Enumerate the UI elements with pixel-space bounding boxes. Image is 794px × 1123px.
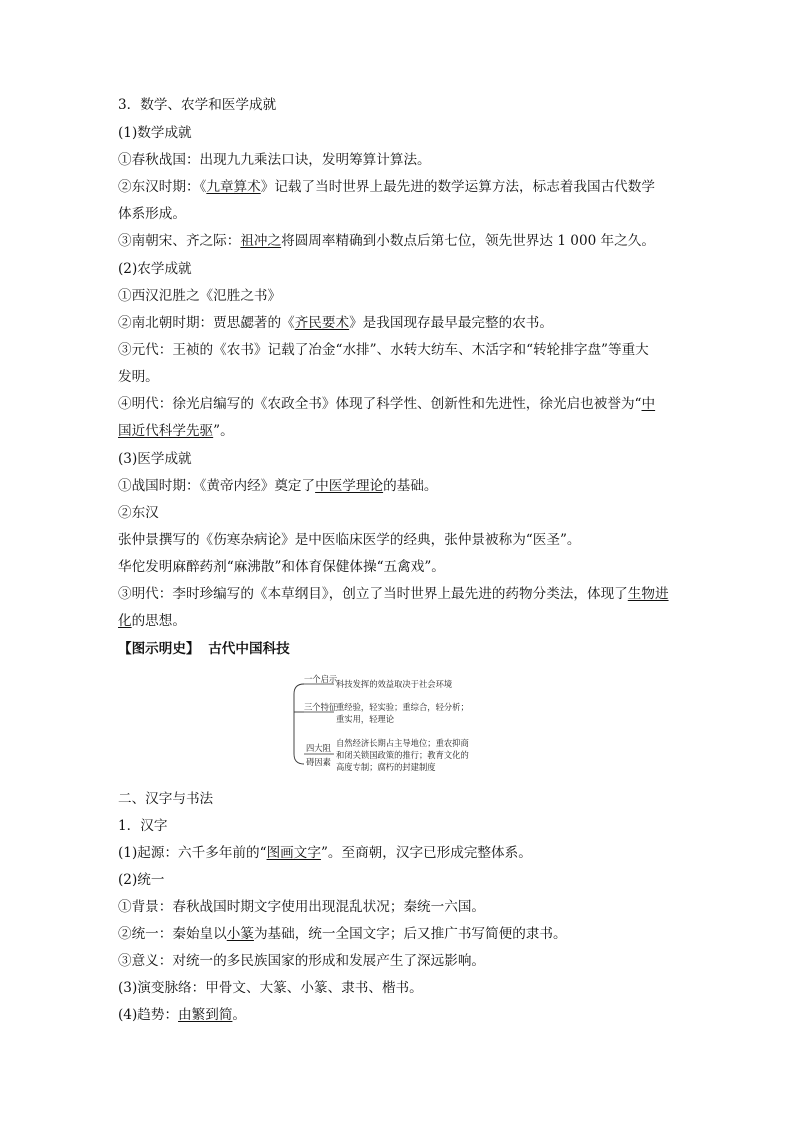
underlined-term: 国近代科学先驱 <box>118 423 214 439</box>
hanzi-item-2-2: ②统一：秦始皇以小篆为基础，统一全国文字；后又推广书写简便的隶书。 <box>118 926 567 942</box>
underlined-term: 图画文字 <box>266 845 321 861</box>
branch-3-label-2: 碍因素 <box>306 757 331 767</box>
branch-1-text: 科技发挥的效益取决于社会环境 <box>336 679 453 689</box>
agri-item-4: ④明代：徐光启编写的《农政全书》体现了科学性、创新性和先进性，徐光启也被誉为“中 <box>118 396 656 412</box>
hanzi-item-2-3: ③意义：对统一的多民族国家的形成和发展产生了深远影响。 <box>118 953 486 969</box>
branch-3-line-3: 高度专制；腐朽的封建制度 <box>336 762 436 772</box>
hanzi-title: 1．汉字 <box>118 818 168 834</box>
figure-heading: 【图示明史】 古代中国科技 <box>118 641 290 657</box>
agri-item-3-cont: 发明。 <box>118 369 159 385</box>
hanzi-item-2: (2)统一 <box>118 872 165 888</box>
math-item-2: ②东汉时期：《九章算术》记载了当时世界上最先进的数学运算方法，标志着我国古代数学 <box>118 179 655 195</box>
hanzi-item-4: (4)趋势：由繁到简。 <box>118 1007 247 1023</box>
hanzi-item-3: (3)演变脉络：甲骨文、大篆、小篆、隶书、楷书。 <box>118 980 423 996</box>
math-item-1: ①春秋战国：出现九九乘法口诀，发明筹算计算法。 <box>118 152 431 168</box>
underlined-term: 中 <box>641 396 656 412</box>
med-item-2b: 华佗发明麻醉药剂“麻沸散”和体育保健体操“五禽戏”。 <box>118 559 445 575</box>
branch-2-label: 三个特征 <box>304 702 338 712</box>
math-item-2-cont: 体系形成。 <box>118 206 186 222</box>
branch-1-label: 一个启示 <box>304 674 338 684</box>
underlined-term: 中医学理论 <box>315 478 384 494</box>
agri-heading: (2)农学成就 <box>118 261 192 277</box>
math-heading: (1)数学成就 <box>118 125 192 141</box>
underlined-term: 祖冲之 <box>240 233 282 249</box>
branch-3-line-2: 和闭关锁国政策的推行；教育文化的 <box>336 750 469 760</box>
hanzi-item-1: (1)起源：六千多年前的“图画文字”。至商朝，汉字已形成完整体系。 <box>118 845 532 861</box>
med-item-2: ②东汉 <box>118 505 159 521</box>
med-item-3: ③明代：李时珍编写的《本草纲目》，创立了当时世界上最先进的药物分类法，体现了生物进 <box>118 586 669 602</box>
underlined-term: 齐民要术 <box>294 315 350 331</box>
branch-2-line-1: 重经验，轻实验；重综合，轻分析； <box>336 702 469 712</box>
agri-item-3: ③元代：王祯的《农书》记载了冶金“水排”、水转大纺车、木活字和“转轮排字盘”等重大 <box>118 342 649 358</box>
mind-map-diagram <box>288 672 528 776</box>
branch-2-line-2: 重实用，轻理论 <box>336 714 395 724</box>
underlined-term: 小篆 <box>226 926 254 942</box>
math-item-3: ③南朝宋、齐之际：祖冲之将圆周率精确到小数点后第七位，领先世界达 1 000 年之久。 <box>118 233 655 249</box>
underlined-term: 由繁到简 <box>178 1007 233 1023</box>
branch-3-line-1: 自然经济长期占主导地位；重农抑商 <box>336 738 469 748</box>
med-heading: (3)医学成就 <box>118 451 192 467</box>
underlined-term: 九章算术 <box>206 179 261 195</box>
med-item-3-cont: 化的思想。 <box>118 613 186 629</box>
hanzi-item-2-1: ①背景：春秋战国时期文字使用出现混乱状况；秦统一六国。 <box>118 899 486 915</box>
agri-item-4-cont: 国近代科学先驱”。 <box>118 423 234 439</box>
branch-3-label-1: 四大阻 <box>306 743 331 753</box>
agri-item-2: ②南北朝时期：贾思勰著的《齐民要术》是我国现存最早最完整的农书。 <box>118 315 553 331</box>
section-3-title: 3．数学、农学和医学成就 <box>118 97 277 113</box>
underlined-term: 生物进 <box>627 586 669 602</box>
agri-item-1: ①西汉氾胜之《氾胜之书》 <box>118 288 282 304</box>
underlined-term: 化 <box>118 613 132 629</box>
med-item-2a: 张仲景撰写的《伤寒杂病论》是中医临床医学的经典，张仲景被称为“医圣”。 <box>118 532 581 548</box>
med-item-1: ①战国时期：《黄帝内经》奠定了中医学理论的基础。 <box>118 478 438 494</box>
section-2-title: 二、汉字与书法 <box>118 791 214 807</box>
